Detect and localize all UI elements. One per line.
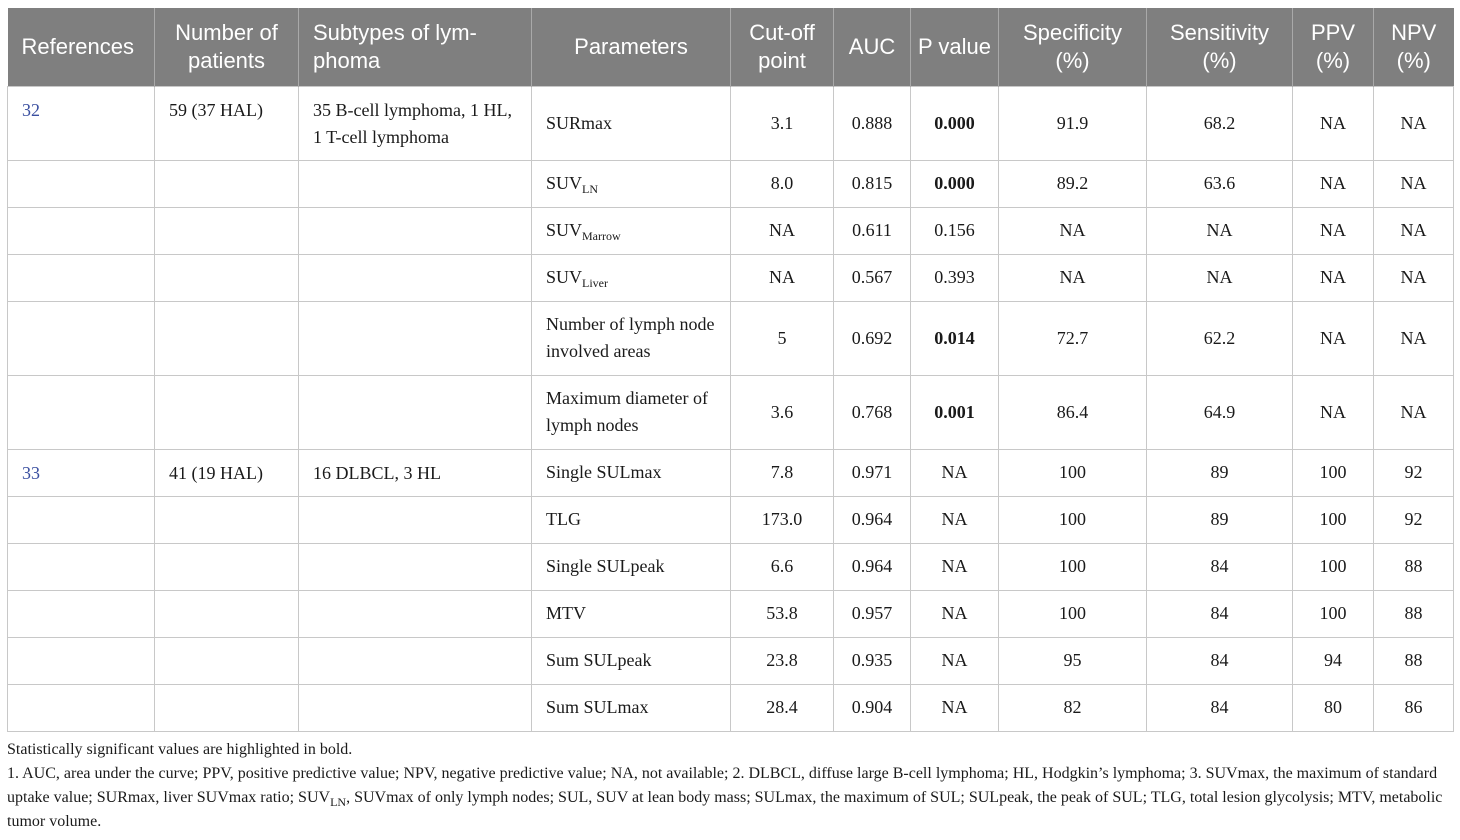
cell-auc: 0.692	[834, 301, 911, 375]
cell-sensitivity: 84	[1147, 637, 1293, 684]
cell-npv: 88	[1374, 590, 1454, 637]
cell-parameter: Sum SULpeak	[532, 637, 731, 684]
table-row	[8, 86, 1454, 160]
cell-reference	[8, 207, 155, 254]
cell-patients	[155, 254, 299, 301]
cell-cutoff: 7.8	[731, 449, 834, 496]
cell-reference[interactable]: 32	[8, 86, 155, 160]
cell-ppv: 94	[1293, 637, 1374, 684]
header-number-of-patients: Number of patients	[155, 8, 299, 86]
cell-npv: NA	[1374, 207, 1454, 254]
table-row	[8, 449, 1454, 496]
cell-cutoff: 6.6	[731, 543, 834, 590]
cell-p-value: 0.001	[911, 375, 999, 449]
cell-patients: 59 (37 HAL)	[155, 86, 299, 160]
cell-reference[interactable]: 33	[8, 449, 155, 496]
cell-subtypes	[299, 160, 532, 207]
header-row	[8, 8, 1454, 86]
cell-sensitivity: 89	[1147, 496, 1293, 543]
cell-parameter: SURmax	[532, 86, 731, 160]
cell-parameter: TLG	[532, 496, 731, 543]
cell-specificity: 89.2	[999, 160, 1147, 207]
cell-patients: 41 (19 HAL)	[155, 449, 299, 496]
cell-specificity: 100	[999, 449, 1147, 496]
table-row	[8, 637, 1454, 684]
cell-parameter: MTV	[532, 590, 731, 637]
cell-cutoff: 3.1	[731, 86, 834, 160]
cell-subtypes	[299, 254, 532, 301]
cell-p-value: NA	[911, 590, 999, 637]
cell-parameter: $SUV_{LN}$	[532, 160, 731, 207]
header-sensitivity: Sensitivity (%)	[1147, 8, 1293, 86]
cell-npv: 88	[1374, 543, 1454, 590]
cell-subtypes: 16 DLBCL, 3 HL	[299, 449, 532, 496]
cell-p-value: NA	[911, 684, 999, 731]
cell-cutoff: NA	[731, 207, 834, 254]
cell-ppv: NA	[1293, 254, 1374, 301]
table-row	[8, 375, 1454, 449]
cell-patients	[155, 496, 299, 543]
cell-sensitivity: NA	[1147, 207, 1293, 254]
cell-patients	[155, 590, 299, 637]
table-body	[8, 86, 1454, 731]
header-parameters: Parameters	[532, 8, 731, 86]
cell-subtypes	[299, 301, 532, 375]
cell-patients	[155, 637, 299, 684]
results-table	[7, 8, 1454, 732]
table-row	[8, 207, 1454, 254]
table-row	[8, 590, 1454, 637]
cell-sensitivity: 63.6	[1147, 160, 1293, 207]
cell-ppv: NA	[1293, 86, 1374, 160]
cell-reference	[8, 637, 155, 684]
cell-cutoff: NA	[731, 254, 834, 301]
cell-ppv: 100	[1293, 590, 1374, 637]
cell-cutoff: 173.0	[731, 496, 834, 543]
cell-specificity: 72.7	[999, 301, 1147, 375]
cell-ppv: 100	[1293, 449, 1374, 496]
cell-cutoff: 28.4	[731, 684, 834, 731]
cell-reference	[8, 160, 155, 207]
header-p-value: P value	[911, 8, 999, 86]
cell-reference	[8, 684, 155, 731]
cell-specificity: NA	[999, 207, 1147, 254]
cell-patients	[155, 375, 299, 449]
cell-ppv: 100	[1293, 496, 1374, 543]
cell-specificity: 100	[999, 543, 1147, 590]
cell-cutoff: 8.0	[731, 160, 834, 207]
cell-p-value: NA	[911, 543, 999, 590]
cell-reference	[8, 254, 155, 301]
cell-sensitivity: 84	[1147, 590, 1293, 637]
cell-parameter: Sum SULmax	[532, 684, 731, 731]
cell-p-value: 0.014	[911, 301, 999, 375]
cell-parameter: Single SULmax	[532, 449, 731, 496]
cell-parameter: Single SULpeak	[532, 543, 731, 590]
cell-patients	[155, 543, 299, 590]
cell-auc: 0.964	[834, 496, 911, 543]
cell-sensitivity: NA	[1147, 254, 1293, 301]
cell-auc: 0.904	[834, 684, 911, 731]
cell-reference	[8, 301, 155, 375]
cell-npv: 86	[1374, 684, 1454, 731]
cell-auc: 0.888	[834, 86, 911, 160]
cell-reference	[8, 543, 155, 590]
cell-parameter: Maximum diameter of lymph nodes	[532, 375, 731, 449]
header-specificity: Specificity (%)	[999, 8, 1147, 86]
cell-patients	[155, 301, 299, 375]
cell-auc: 0.768	[834, 375, 911, 449]
cell-sensitivity: 64.9	[1147, 375, 1293, 449]
cell-parameter: Number of lymph node involved areas	[532, 301, 731, 375]
header-subtypes: Subtypes of lym-phoma	[299, 8, 532, 86]
cell-auc: 0.567	[834, 254, 911, 301]
cell-auc: 0.971	[834, 449, 911, 496]
cell-reference	[8, 496, 155, 543]
table-row	[8, 254, 1454, 301]
cell-npv: 92	[1374, 496, 1454, 543]
cell-npv: 88	[1374, 637, 1454, 684]
footnote-significance: Statistically significant values are highlighted in bold.	[7, 741, 353, 758]
cell-patients	[155, 684, 299, 731]
cell-p-value: 0.156	[911, 207, 999, 254]
cell-subtypes	[299, 590, 532, 637]
cell-specificity: 100	[999, 590, 1147, 637]
table-row	[8, 160, 1454, 207]
cell-p-value: NA	[911, 637, 999, 684]
cell-reference	[8, 375, 155, 449]
header-auc: AUC	[834, 8, 911, 86]
cell-npv: NA	[1374, 375, 1454, 449]
cell-cutoff: 23.8	[731, 637, 834, 684]
cell-ppv: 80	[1293, 684, 1374, 731]
cell-subtypes	[299, 543, 532, 590]
table-row	[8, 496, 1454, 543]
cell-npv: NA	[1374, 301, 1454, 375]
header-npv: NPV (%)	[1374, 8, 1454, 86]
header-cutoff: Cut-off point	[731, 8, 834, 86]
cell-auc: 0.935	[834, 637, 911, 684]
cell-ppv: NA	[1293, 160, 1374, 207]
footnote-abbreviations: 1. AUC, area under the curve; PPV, positive predictive value; NPV, negative predictive value; NA, not available; 2. DLBCL, diffuse large B-cell lymphoma; HL, Hodgkin’s lymphoma; 3. SUVmax, the maximum of standard uptake value; SURmax, liver SUVmax ratio; $SUV_{LN}$, SUVmax of only lymph nodes; SUL, SUV at lean body mass; SULmax, the maximum of SUL; SULpeak, the peak of SUL; TLG, total lesion glycolysis; MTV, metabolic tumor volume.	[7, 765, 1443, 830]
cell-sensitivity: 62.2	[1147, 301, 1293, 375]
cell-specificity: 100	[999, 496, 1147, 543]
table-row	[8, 543, 1454, 590]
cell-p-value: 0.393	[911, 254, 999, 301]
cell-patients	[155, 207, 299, 254]
cell-auc: 0.957	[834, 590, 911, 637]
cell-specificity: 86.4	[999, 375, 1147, 449]
cell-subtypes	[299, 496, 532, 543]
cell-npv: 92	[1374, 449, 1454, 496]
header-references: References	[8, 8, 155, 86]
table-row	[8, 301, 1454, 375]
cell-cutoff: 53.8	[731, 590, 834, 637]
cell-auc: 0.611	[834, 207, 911, 254]
table-container	[7, 8, 1453, 732]
header-ppv: PPV (%)	[1293, 8, 1374, 86]
cell-parameter: $SUV_{Liver}$	[532, 254, 731, 301]
table-row	[8, 684, 1454, 731]
cell-sensitivity: 68.2	[1147, 86, 1293, 160]
cell-sensitivity: 84	[1147, 684, 1293, 731]
cell-subtypes	[299, 684, 532, 731]
cell-cutoff: 5	[731, 301, 834, 375]
cell-p-value: NA	[911, 496, 999, 543]
cell-p-value: 0.000	[911, 86, 999, 160]
cell-ppv: 100	[1293, 543, 1374, 590]
table-footnotes	[7, 738, 1453, 834]
cell-subtypes	[299, 637, 532, 684]
cell-subtypes	[299, 207, 532, 254]
cell-npv: NA	[1374, 86, 1454, 160]
cell-auc: 0.964	[834, 543, 911, 590]
cell-reference	[8, 590, 155, 637]
cell-specificity: NA	[999, 254, 1147, 301]
cell-specificity: 95	[999, 637, 1147, 684]
cell-specificity: 91.9	[999, 86, 1147, 160]
cell-specificity: 82	[999, 684, 1147, 731]
cell-npv: NA	[1374, 160, 1454, 207]
cell-patients	[155, 160, 299, 207]
cell-sensitivity: 89	[1147, 449, 1293, 496]
cell-subtypes	[299, 375, 532, 449]
cell-ppv: NA	[1293, 375, 1374, 449]
cell-auc: 0.815	[834, 160, 911, 207]
cell-ppv: NA	[1293, 207, 1374, 254]
cell-p-value: 0.000	[911, 160, 999, 207]
cell-npv: NA	[1374, 254, 1454, 301]
cell-sensitivity: 84	[1147, 543, 1293, 590]
cell-parameter: $SUV_{Marrow}$	[532, 207, 731, 254]
cell-ppv: NA	[1293, 301, 1374, 375]
cell-subtypes: 35 B-cell lymphoma, 1 HL, 1 T-cell lymphoma	[299, 86, 532, 160]
cell-cutoff: 3.6	[731, 375, 834, 449]
cell-p-value: NA	[911, 449, 999, 496]
